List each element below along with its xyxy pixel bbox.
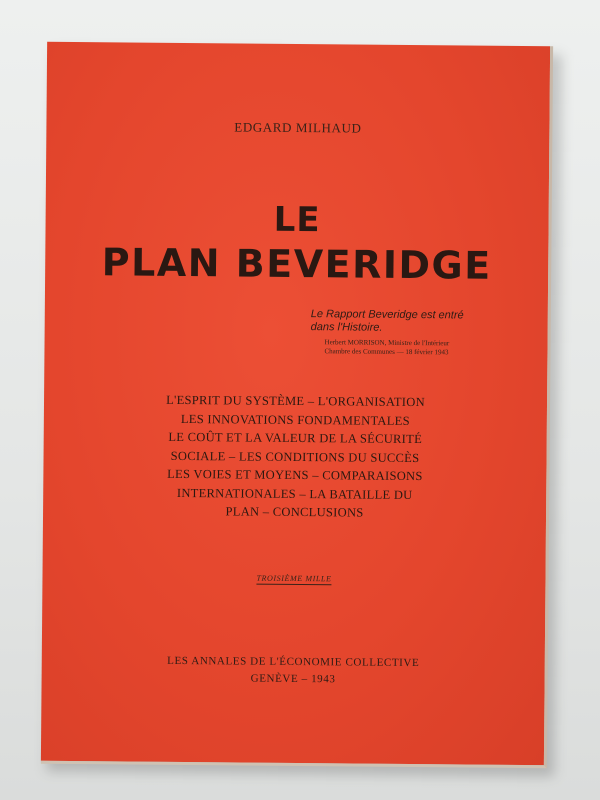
attribution-line-2: Chambre des Communes — 18 février 1943 — [324, 347, 449, 357]
epigraph-quote — [311, 308, 521, 336]
attribution-line-1: Herbert MORRISON, Ministre de l'Intérieur — [324, 338, 450, 348]
publisher-name: LES ANNALES DE L'ÉCONOMIE COLLECTIVE — [167, 654, 420, 670]
contents-line: SOCIALE – LES CONDITIONS DU SUCCÈS — [170, 448, 420, 465]
quote-line-1: Le Rapport Beveridge est entré — [310, 308, 464, 322]
contents-line: LES INNOVATIONS FONDAMENTALES — [180, 411, 410, 428]
contents-line: PLAN – CONCLUSIONS — [225, 504, 364, 520]
contents-line: INTERNATIONALES – LA BATAILLE DU — [176, 485, 413, 502]
publisher-place-year: GENÈVE – 1943 — [250, 672, 336, 686]
edition-note — [42, 572, 545, 585]
contents-list — [43, 390, 547, 524]
edition-text: TROISIÈME MILLE — [256, 573, 332, 584]
title-line-2: PLAN BEVERIDGE — [101, 240, 492, 288]
quote-line-2: dans l'Histoire. — [310, 321, 383, 334]
author-name: EDGARD MILHAUD — [234, 119, 362, 136]
contents-line: L'ESPRIT DU SYSTÈME – L'ORGANISATION — [166, 392, 426, 410]
book-cover — [41, 42, 553, 768]
publisher-block — [42, 652, 545, 690]
quote-attribution — [324, 338, 534, 358]
title-line-1: LE — [273, 199, 321, 241]
contents-line: LES VOIES ET MOYENS – COMPARAISONS — [167, 466, 423, 484]
contents-line: LE COÛT ET LA VALEUR DE LA SÉCURITÉ — [168, 429, 423, 447]
